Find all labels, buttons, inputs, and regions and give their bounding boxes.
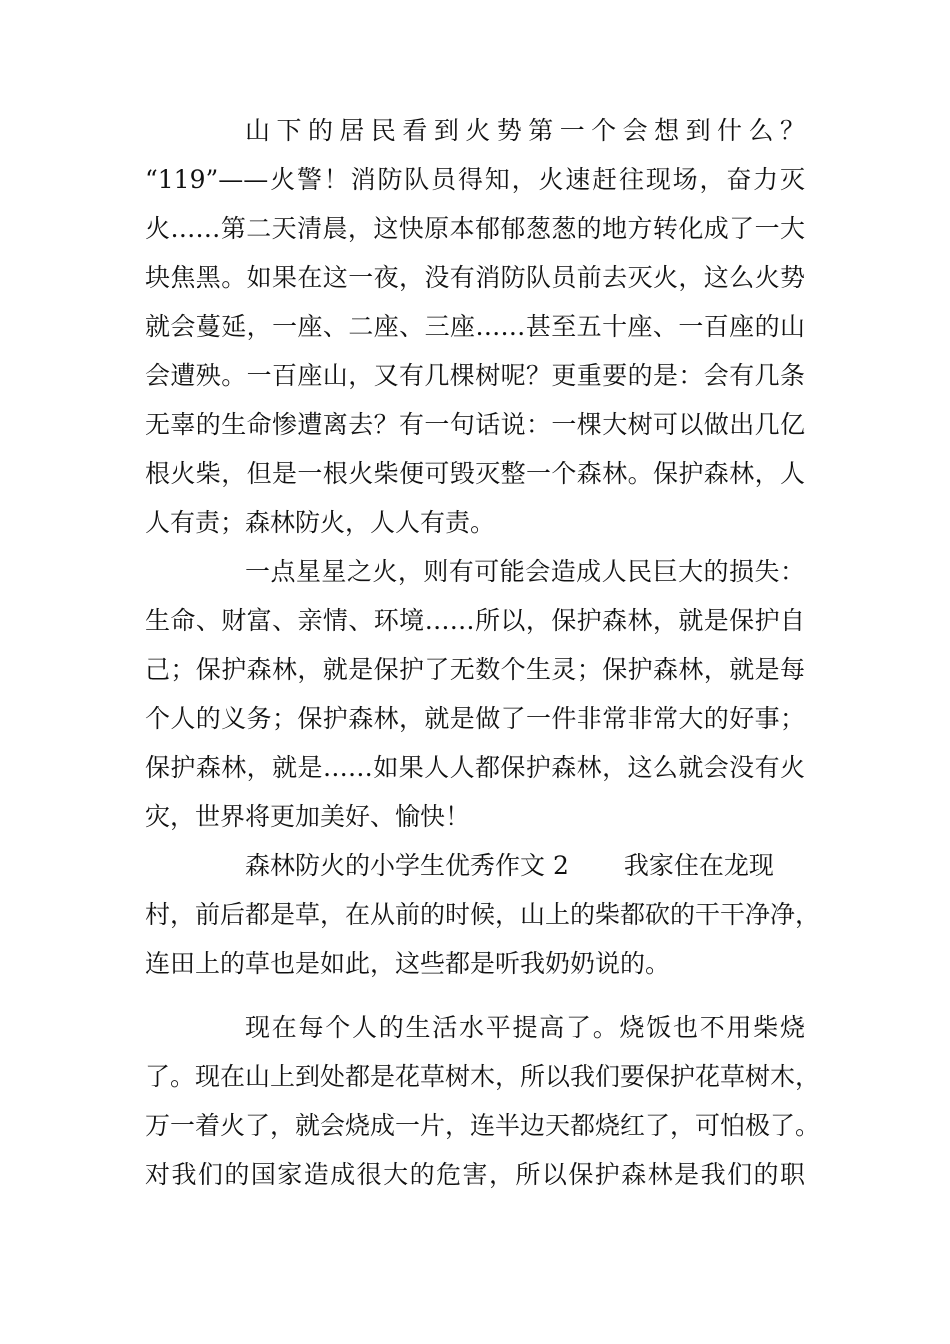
text-line: 灾，世界将更加美好、愉快！ (145, 802, 471, 831)
text-line: “119”——火警！消防队员得知，火速赶往现场，奋力灭 (145, 165, 805, 194)
essay-title: 森林防火的小学生优秀作文 2 (245, 851, 569, 880)
text-line: 一点星星之火，则有可能会造成人民巨大的损失： (245, 557, 805, 586)
text-line: 就会蔓延，一座、二座、三座……甚至五十座、一百座的山 (145, 312, 805, 341)
text-line: 无辜的生命惨遭离去？有一句话说：一棵大树可以做出几亿 (145, 410, 805, 439)
text-line-with-title (145, 841, 805, 890)
text-line: 人有责；森林防火，人人有责。 (145, 508, 496, 537)
text-line: 了。现在山上到处都是花草树木，所以我们要保护花草树木， (145, 1062, 821, 1091)
text-line: 生命、财富、亲情、环境……所以，保护森林，就是保护自 (145, 606, 805, 635)
text-line: 火……第二天清晨，这快原本郁郁葱葱的地方转化成了一大 (145, 214, 805, 243)
text-line: 现在每个人的生活水平提高了。烧饭也不用柴烧 (245, 1013, 805, 1042)
text-line: 会遭殃。一百座山，又有几棵树呢？更重要的是：会有几条 (145, 361, 805, 390)
text-line: 连田上的草也是如此，这些都是听我奶奶说的。 (145, 949, 671, 978)
text-line: 块焦黑。如果在这一夜，没有消防队员前去灭火，这么火势 (145, 263, 805, 292)
text-line: 根火柴，但是一根火柴便可毁灭整一个森林。保护森林，人 (145, 459, 805, 488)
text-line: 个人的义务；保护森林，就是做了一件非常非常大的好事； (145, 704, 805, 733)
text-line: 己；保护森林，就是保护了无数个生灵；保护森林，就是每 (145, 655, 805, 684)
text-line: 对我们的国家造成很大的危害，所以保护森林是我们的职 (145, 1160, 805, 1189)
text-line: 村，前后都是草，在从前的时候，山上的柴都砍的干干净净， (145, 900, 821, 929)
text-line: 山下的居民看到火势第一个会想到什么？ (245, 116, 805, 145)
text-line-continuation: 我家住在龙现 (623, 851, 774, 880)
text-line: 保护森林，就是……如果人人都保护森林，这么就会没有火 (145, 753, 805, 782)
text-line: 万一着火了，就会烧成一片，连半边天都烧红了，可怕极了。 (145, 1111, 821, 1140)
